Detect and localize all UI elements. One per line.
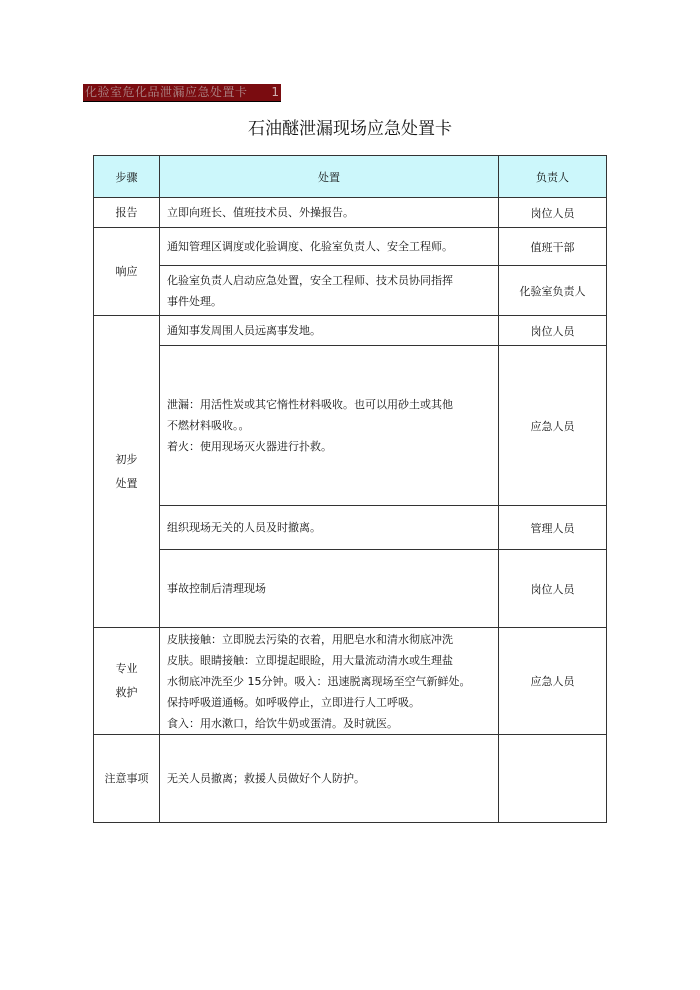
header-tab-label: 化验室危化品泄漏应急处置卡 [85, 85, 248, 99]
column-header-action: 处置 [160, 156, 499, 198]
action-text: 化验室负责人启动应急处置，安全工程师、技术员协同指挥 [167, 273, 453, 287]
step-cell [94, 316, 160, 628]
column-header-step: 步骤 [94, 156, 160, 198]
page-title: 石油醚泄漏现场应急处置卡 [248, 119, 452, 139]
action-text: 事故控制后清理现场 [167, 582, 266, 595]
action-text: 组织现场无关的人员及时撤离。 [167, 521, 321, 534]
step-label: 专业 [115, 662, 138, 675]
owner-cell: 值班干部 [499, 228, 607, 266]
step-label: 处置 [115, 476, 138, 490]
action-text: 泄漏：用活性炭或其它惰性材料吸收。也可以用砂土或其他 [167, 398, 453, 411]
table-row [94, 266, 607, 316]
action-cell [160, 735, 499, 823]
action-cell [160, 346, 499, 506]
step-label: 注意事项 [104, 771, 149, 785]
step-label: 响应 [115, 264, 138, 278]
step-label: 报告 [115, 205, 138, 219]
column-header-owner: 负责人 [499, 156, 607, 198]
table-row [94, 506, 607, 550]
owner-cell: 岗位人员 [499, 198, 607, 228]
step-label: 初步 [115, 452, 138, 466]
action-text: 食入：用水漱口，给饮牛奶或蛋清。及时就医。 [167, 716, 398, 730]
action-cell [160, 228, 499, 266]
action-text: 保持呼吸道通畅。如呼吸停止，立即进行人工呼吸。 [167, 695, 420, 709]
emergency-card-table [93, 155, 607, 823]
action-cell [160, 506, 499, 550]
page-number: 1 [271, 85, 279, 99]
action-text: 通知管理区调度或化验调度、化验室负责人、安全工程师。 [167, 240, 453, 253]
action-cell [160, 198, 499, 228]
step-cell [94, 198, 160, 228]
table-row [94, 735, 607, 823]
owner-cell: 管理人员 [499, 506, 607, 550]
action-text: 水彻底冲洗至少 15分钟。吸入：迅速脱离现场至空气新鲜处。 [167, 674, 471, 688]
step-label: 救护 [115, 686, 138, 699]
action-cell [160, 550, 499, 628]
action-text: 着火：使用现场灭火器进行扑救。 [167, 440, 332, 453]
action-cell [160, 266, 499, 316]
owner-cell: 岗位人员 [499, 550, 607, 628]
step-cell [94, 735, 160, 823]
step-cell [94, 228, 160, 316]
owner-cell: 应急人员 [499, 346, 607, 506]
table-row [94, 228, 607, 266]
action-text: 立即向班长、值班技术员、外操报告。 [167, 206, 354, 219]
owner-cell [499, 735, 607, 823]
action-text: 事件处理。 [167, 294, 222, 308]
owner-cell: 化验室负责人 [499, 266, 607, 316]
table-row [94, 198, 607, 228]
owner-cell: 应急人员 [499, 628, 607, 735]
action-cell [160, 316, 499, 346]
action-text: 皮肤接触：立即脱去污染的衣着，用肥皂水和清水彻底冲洗 [167, 632, 453, 646]
owner-cell: 岗位人员 [499, 316, 607, 346]
action-text: 通知事发周围人员远离事发地。 [167, 324, 321, 337]
action-text: 不燃材料吸收。。 [167, 419, 250, 432]
action-text: 皮肤。眼睛接触：立即提起眼睑，用大量流动清水或生理盐 [167, 653, 453, 667]
table-row [94, 628, 607, 735]
header-tab [83, 84, 281, 102]
action-cell [160, 628, 499, 735]
action-text: 无关人员撤离；救援人员做好个人防护。 [167, 772, 365, 785]
table-row [94, 550, 607, 628]
table-row [94, 346, 607, 506]
table-row [94, 316, 607, 346]
table-header-row [94, 156, 607, 198]
step-cell [94, 628, 160, 735]
